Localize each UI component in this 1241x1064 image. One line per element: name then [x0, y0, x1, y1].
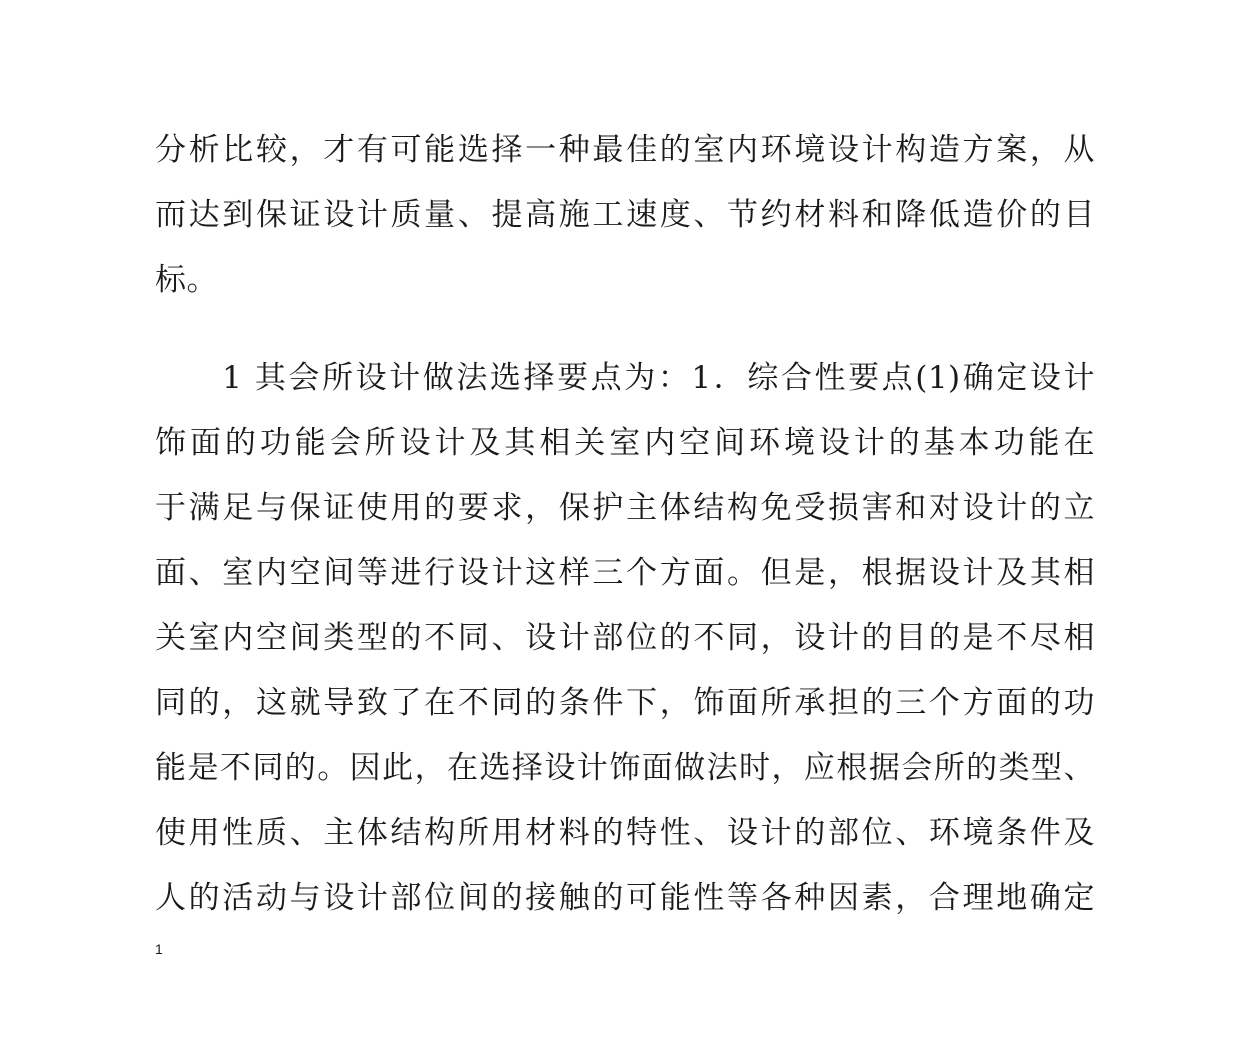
text-line: 面、室内空间等进行设计这样三个方面。但是，根据设计及其相 [155, 555, 1095, 591]
text-line: 同的，这就导致了在不同的条件下，饰面所承担的三个方面的功 [155, 685, 1095, 721]
text-line: 能是不同的。因此，在选择设计饰面做法时，应根据会所的类型、 [155, 750, 1095, 786]
text-line: 使用性质、主体结构所用材料的特性、设计的部位、环境条件及 [155, 815, 1095, 851]
text-line: 人的活动与设计部位间的接触的可能性等各种因素，合理地确定 [155, 880, 1095, 916]
text-line: 于满足与保证使用的要求，保护主体结构免受损害和对设计的立 [155, 490, 1095, 526]
text-line: 而达到保证设计质量、提高施工速度、节约材料和降低造价的目 [155, 197, 1095, 233]
text-line: 标。 [155, 262, 218, 298]
text-line: 关室内空间类型的不同、设计部位的不同，设计的目的是不尽相 [155, 620, 1095, 656]
text-line: 1 其会所设计做法选择要点为：1．综合性要点(1)确定设计 [155, 360, 1095, 396]
page-number: 1 [155, 941, 163, 957]
text-line: 分析比较，才有可能选择一种最佳的室内环境设计构造方案，从 [155, 132, 1095, 168]
text-line: 饰面的功能会所设计及其相关室内空间环境设计的基本功能在 [155, 425, 1095, 461]
